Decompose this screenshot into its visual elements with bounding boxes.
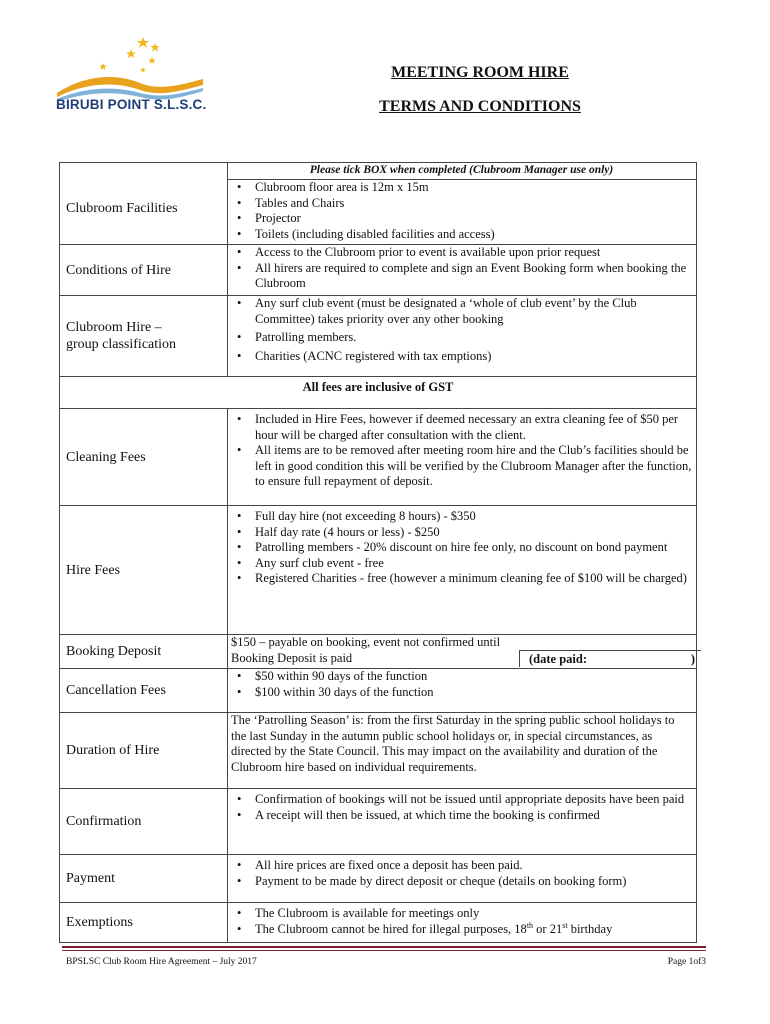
duration-text: The ‘Patrolling Season’ is: from the first Saturday in the spring public school holidays to the last Sunday in the autumn public school holidays or, in special circumstances, as directed by the State Council. This may impact on the availability and duration of the Clubroom hire based on individual requirements. [228, 713, 697, 789]
cancellation-content [228, 669, 697, 713]
exemption-text-b: or 21 [533, 921, 563, 936]
confirmation-label: Confirmation [60, 789, 228, 855]
list-item: • Registered Charities - free (however a minimum cleaning fee of $100 will be charged) [231, 571, 692, 587]
exemption-text-c: birthday [567, 921, 613, 936]
list-item: • Payment to be made by direct deposit or cheque (details on booking form) [231, 874, 692, 890]
note-row [60, 163, 697, 180]
list-item: • Tables and Chairs [231, 196, 692, 212]
payment-content [228, 855, 697, 903]
list-item: • Toilets (including disabled facilities and access) [231, 227, 692, 243]
cleaning-row [60, 409, 697, 506]
group-content [228, 296, 697, 377]
page-subtitle: TERMS AND CONDITIONS [379, 98, 581, 115]
cancellation-row [60, 669, 697, 713]
hire-fees-label: Hire Fees [60, 506, 228, 635]
list-item: • All items are to be removed after meeting room hire and the Club’s facilities should be left in good condition this will be verified by the Clubroom Manager after the function, to ensure full repayment of deposit. [231, 443, 692, 490]
terms-table [59, 162, 697, 943]
list-item: • Charities (ACNC registered with tax emptions) [231, 349, 692, 365]
deposit-label: Booking Deposit [60, 635, 228, 669]
tick-box-note: Please tick BOX when completed (Clubroom Manager use only) [228, 163, 697, 180]
list-item: • All hirers are required to complete and sign an Event Booking form when booking the Clubroom [231, 261, 692, 292]
facilities-list [231, 180, 692, 242]
cleaning-content [228, 409, 697, 506]
list-item: • Any surf club event (must be designated a ‘whole of club event’ by the Club Committee) takes priority over any other booking [231, 296, 692, 327]
ordinal-suffix: st [562, 920, 568, 930]
hire-fees-content [228, 506, 697, 635]
cleaning-label: Cleaning Fees [60, 409, 228, 506]
confirmation-row [60, 789, 697, 855]
list-item: • The Clubroom is available for meetings only [231, 906, 692, 922]
list-item: • Any surf club event - free [231, 556, 692, 572]
ordinal-suffix: th [526, 920, 534, 930]
list-item [231, 922, 692, 938]
gst-row [60, 377, 697, 409]
confirmation-content [228, 789, 697, 855]
footer-document-title: BPSLSC Club Room Hire Agreement – July 2017 [66, 957, 257, 967]
exemptions-label: Exemptions [60, 903, 228, 943]
payment-row [60, 855, 697, 903]
exemptions-row [60, 903, 697, 943]
hire-fees-row [60, 506, 697, 635]
facilities-label: Clubroom Facilities [60, 163, 228, 245]
list-item: • All hire prices are fixed once a deposit has been paid. [231, 858, 692, 874]
conditions-row [60, 245, 697, 296]
gst-note: All fees are inclusive of GST [60, 377, 697, 409]
list-item: • A receipt will then be issued, at which time the booking is confirmed [231, 808, 692, 824]
exemptions-content [228, 903, 697, 943]
deposit-row [60, 635, 697, 669]
facilities-content [228, 180, 697, 245]
list-item: • $50 within 90 days of the function [231, 669, 692, 685]
page-title: MEETING ROOM HIRE [391, 64, 569, 81]
payment-label: Payment [60, 855, 228, 903]
list-item: • Clubroom floor area is 12m x 15m [231, 180, 692, 196]
list-item: • Included in Hire Fees, however if deemed necessary an extra cleaning fee of $50 per hour will be charged after consultation with the client. [231, 412, 692, 443]
list-item: • Patrolling members. [231, 330, 692, 346]
org-name: BIRUBI POINT S.L.S.C. [56, 97, 207, 112]
conditions-label: Conditions of Hire [60, 245, 228, 296]
list-item: • Half day rate (4 hours or less) - $250 [231, 525, 692, 541]
footer-divider-thin [62, 950, 706, 951]
cancellation-label: Cancellation Fees [60, 669, 228, 713]
list-item: • $100 within 30 days of the function [231, 685, 692, 701]
deposit-content [228, 635, 697, 669]
date-paid-close: ) [690, 652, 695, 666]
list-item: • Patrolling members - 20% discount on hire fee only, no discount on bond payment [231, 540, 692, 556]
conditions-content [228, 245, 697, 296]
list-item: • Projector [231, 211, 692, 227]
footer-divider [62, 946, 706, 948]
date-paid-box[interactable] [519, 650, 701, 667]
date-paid-label: (date paid: [529, 652, 587, 666]
duration-label: Duration of Hire [60, 713, 228, 789]
group-row [60, 296, 697, 377]
footer-page-number: Page 1of3 [667, 957, 706, 967]
stars-icon [99, 37, 159, 73]
deposit-text: $150 – payable on booking, event not confirmed until Booking Deposit is paid [231, 635, 501, 665]
duration-row [60, 713, 697, 789]
list-item: • Confirmation of bookings will not be issued until appropriate deposits have been paid [231, 792, 692, 808]
group-label: Clubroom Hire – group classification [60, 296, 228, 377]
exemption-text-a: The Clubroom cannot be hired for illegal purposes, 18 [255, 921, 527, 936]
list-item: • Access to the Clubroom prior to event is available upon prior request [231, 245, 692, 261]
list-item: • Full day hire (not exceeding 8 hours) - $350 [231, 509, 692, 525]
